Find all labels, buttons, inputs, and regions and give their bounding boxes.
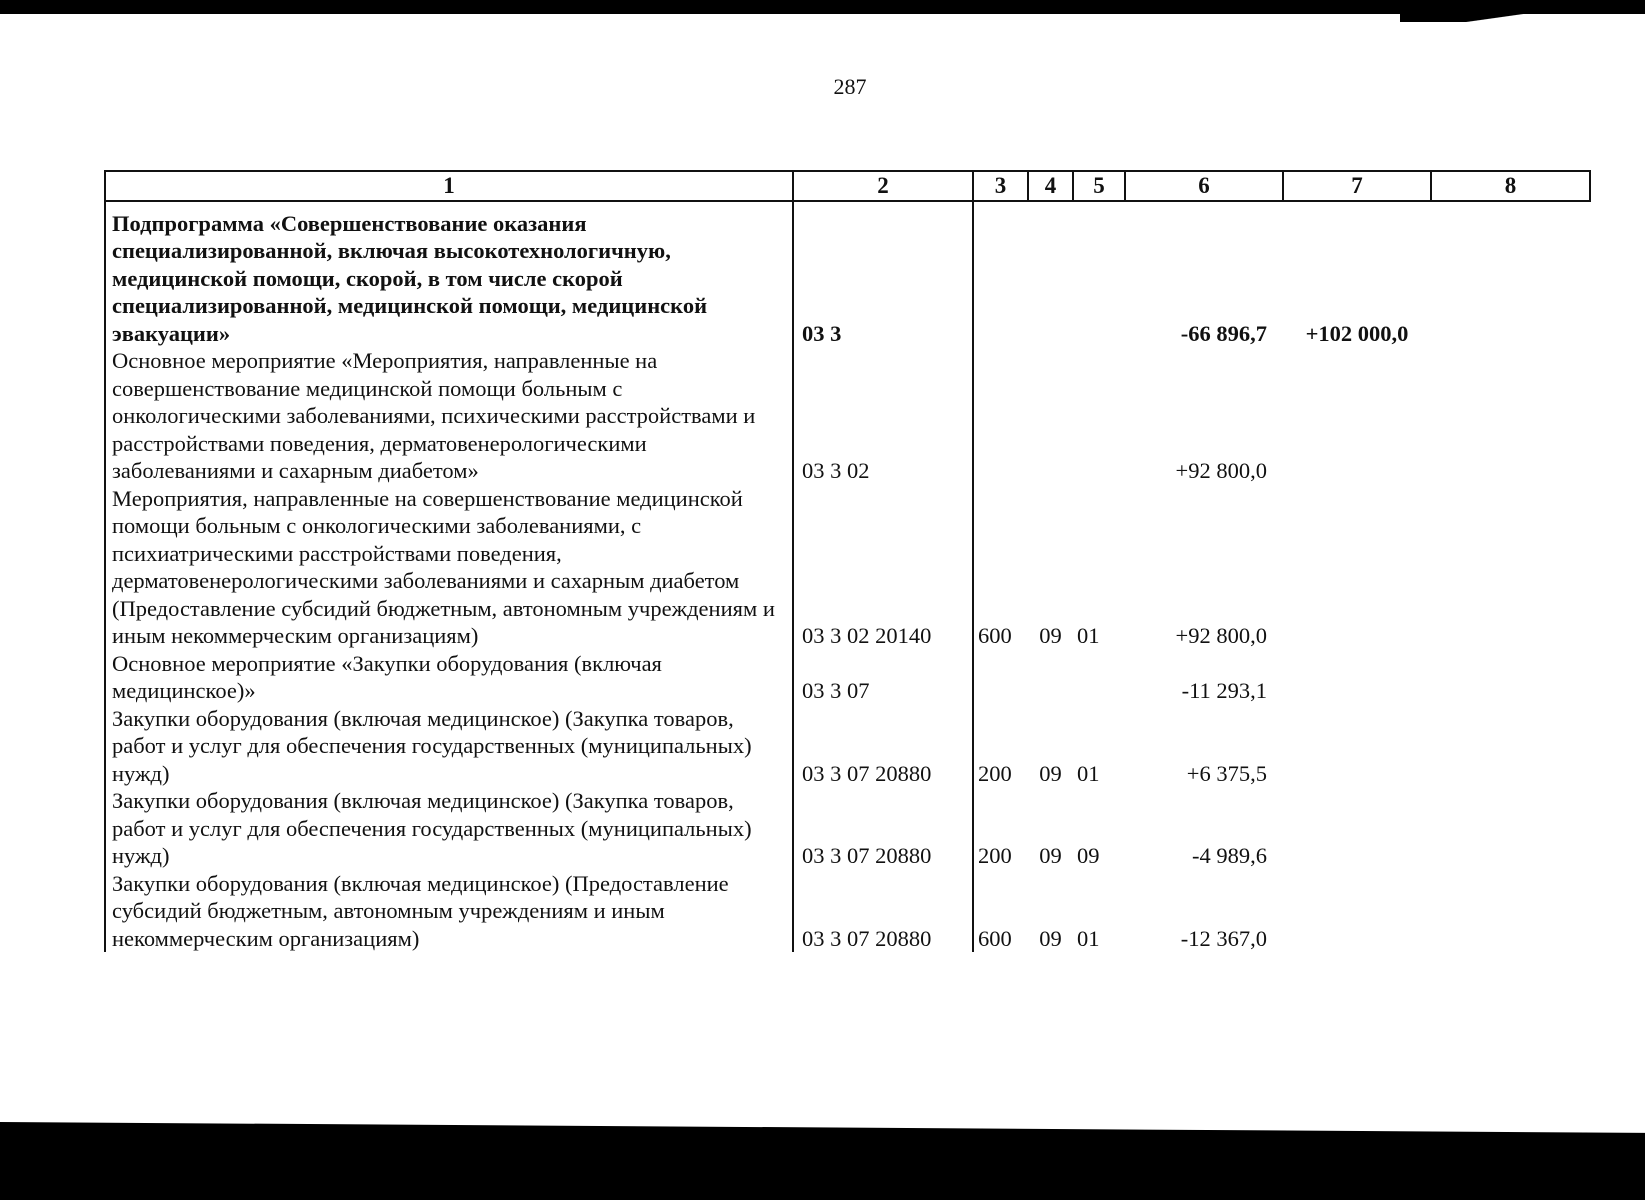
table-row xyxy=(105,650,1590,705)
cell-rz: 09 xyxy=(1039,623,1062,648)
cell-vr: 600 xyxy=(973,870,1028,953)
cell-code: 03 3 07 20880 xyxy=(793,787,973,870)
cell-pr: 01 xyxy=(1077,925,1100,951)
cell-rz: 09 xyxy=(1039,925,1062,951)
table-row xyxy=(105,870,1590,953)
cell-code: 03 3 07 20880 xyxy=(793,870,973,953)
header-col-4: 4 xyxy=(1028,171,1073,201)
scan-border-bottom xyxy=(0,1122,1645,1200)
cell-name: Основное мероприятие «Закупки оборудования (включая медицинское)» xyxy=(105,650,793,705)
header-col-8: 8 xyxy=(1431,171,1590,201)
cell-pr: 01 xyxy=(1077,623,1100,648)
cell-code: 03 3 xyxy=(793,201,973,348)
table-row xyxy=(105,485,1590,650)
cell-pr xyxy=(1073,347,1125,485)
cell-name: Закупки оборудования (включая медицинское) (Закупка товаров, работ и услуг для обеспечения государственных (муниципальных) нужд) xyxy=(105,705,793,788)
cell-code: 03 3 07 xyxy=(793,650,973,705)
cell-pr: 09 xyxy=(1077,843,1100,868)
cell-code: 03 3 02 20140 xyxy=(793,485,973,650)
scan-border-top xyxy=(0,0,1645,14)
cell-col8 xyxy=(1431,787,1590,870)
cell-vr: 600 xyxy=(973,485,1028,650)
cell-col8 xyxy=(1431,705,1590,788)
cell-col6: +92 800,0 xyxy=(1175,623,1267,648)
cell-name: Подпрограмма «Совершенствование оказания специализированной, включая высокотехнологичную, медицинской помощи, скорой, в том числе скорой специализированной, медицинской помощи, медицинской эвакуации» xyxy=(105,201,793,348)
cell-name: Основное мероприятие «Мероприятия, направленные на совершенствование медицинской помощи больным с онкологическими заболеваниями, психическими расстройствами и расстройствами поведения, дерматовенерологическими заболеваниями и сахарным диабетом» xyxy=(105,347,793,485)
cell-rz xyxy=(1028,650,1073,705)
cell-col6: +92 800,0 xyxy=(1175,458,1267,483)
cell-vr xyxy=(973,201,1028,348)
cell-rz: 09 xyxy=(1039,843,1062,868)
cell-col8 xyxy=(1431,650,1590,705)
cell-col7 xyxy=(1283,347,1431,485)
cell-name: Закупки оборудования (включая медицинское) (Предоставление субсидий бюджетным, автономным учреждениям и иным некоммерческим организациям) xyxy=(105,870,793,953)
cell-rz: 09 xyxy=(1039,760,1062,786)
cell-col6: -4 989,6 xyxy=(1192,843,1267,868)
cell-col8 xyxy=(1431,485,1590,650)
table-row xyxy=(105,201,1590,348)
cell-pr: 01 xyxy=(1077,760,1100,786)
scan-border-corner xyxy=(1400,0,1645,22)
cell-vr: 200 xyxy=(973,705,1028,788)
cell-col8 xyxy=(1431,201,1590,348)
table-row xyxy=(105,787,1590,870)
cell-code: 03 3 02 xyxy=(793,347,973,485)
cell-col8 xyxy=(1431,870,1590,953)
header-col-7: 7 xyxy=(1283,171,1431,201)
cell-col6: +6 375,5 xyxy=(1186,760,1267,786)
cell-rz xyxy=(1028,201,1073,348)
cell-vr xyxy=(973,650,1028,705)
cell-col6: -66 896,7 xyxy=(1180,320,1267,346)
table-row xyxy=(105,705,1590,788)
header-col-1: 1 xyxy=(105,171,793,201)
header-col-5: 5 xyxy=(1073,171,1125,201)
cell-name: Закупки оборудования (включая медицинское) (Закупка товаров, работ и услуг для обеспечения государственных (муниципальных) нужд) xyxy=(105,787,793,870)
cell-col7: +102 000,0 xyxy=(1305,320,1409,346)
table-row xyxy=(105,347,1590,485)
header-col-6: 6 xyxy=(1125,171,1283,201)
cell-col7 xyxy=(1283,650,1431,705)
cell-col7 xyxy=(1283,870,1431,953)
cell-name: Мероприятия, направленные на совершенствование медицинской помощи больным с онкологическими заболеваниями, с психиатрическими расстройствами поведения, дерматовенерологическими заболеваниями и сахарным диабетом (Предоставление субсидий бюджетным, автономным учреждениям и иным некоммерческим организациям) xyxy=(105,485,793,650)
budget-table xyxy=(104,170,1591,952)
cell-pr xyxy=(1073,201,1125,348)
cell-vr xyxy=(973,347,1028,485)
cell-vr: 200 xyxy=(973,787,1028,870)
cell-code: 03 3 07 20880 xyxy=(793,705,973,788)
cell-pr xyxy=(1073,650,1125,705)
cell-col7 xyxy=(1283,705,1431,788)
header-col-2: 2 xyxy=(793,171,973,201)
cell-col8 xyxy=(1431,347,1590,485)
page-number: 287 xyxy=(833,74,867,99)
cell-rz xyxy=(1028,347,1073,485)
header-col-3: 3 xyxy=(973,171,1028,201)
cell-col6: -11 293,1 xyxy=(1181,678,1267,703)
cell-col7 xyxy=(1283,485,1431,650)
cell-col7 xyxy=(1283,787,1431,870)
cell-col6: -12 367,0 xyxy=(1180,925,1267,951)
table-header-row xyxy=(105,171,1590,201)
